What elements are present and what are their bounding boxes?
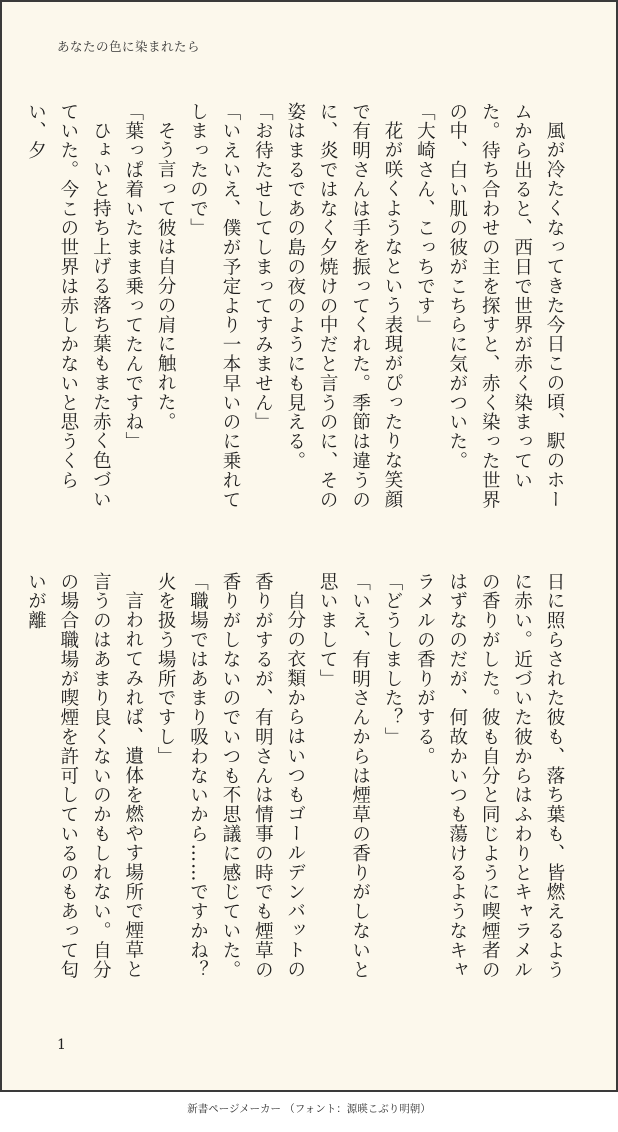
paragraph: 言われてみれば、遺体を燃やす場所で煙草と言うのはあまり良くないのかもしれない。自分の場合職場が喫煙を許可しているのもあって匂いが離 bbox=[25, 572, 144, 980]
dialogue-line: 「いえ、有明さんからは煙草の香りがしないと思いまして」 bbox=[317, 572, 371, 980]
paragraph: 花が咲くようなという表現がぴったりな笑顔で有明さんは手を振ってくれた。季節は違うのに、炎ではなく夕焼けの中だと言うのに、その姿はまるであの島の夜のようにも見える。 bbox=[284, 102, 403, 510]
dialogue-line: 「大崎さん、こっちです」 bbox=[414, 102, 436, 335]
paragraph: 自分の衣類からはいつもゴールデンバットの香りがするが、有明さんは情事の時でも煙草の香りがしないのでいつも不思議に感じていた。 bbox=[219, 572, 306, 980]
generator-credit: 新書ページメーカー （フォント：源暎こぶり明朝） bbox=[187, 1103, 431, 1115]
paragraph: 風が冷たくなってきた今日この頃、駅のホームから出ると、西日で世界が赤く染まっていた。待ち合わせの主を探すと、赤く染った世界の中、白い肌の彼がこちらに気がついた。 bbox=[446, 102, 565, 510]
lower-text-block bbox=[25, 572, 570, 992]
dialogue-line: 「どうしました？」 bbox=[381, 572, 403, 747]
paragraph: ひょいと持ち上げる落ち葉もまた赤く色づいていた。今この世界は赤しかないと思うくらい、夕 bbox=[25, 102, 112, 509]
dialogue-line: 「職場ではあまり吸わないから……ですかね？火を扱う場所ですし」 bbox=[155, 572, 209, 980]
paragraph: そう言って彼は自分の肩に触れた。 bbox=[155, 120, 177, 431]
page-number: 1 bbox=[57, 1037, 66, 1053]
dialogue-line: 「いえいえ、僕が予定より一本早いのに乗れてしまったので」 bbox=[187, 102, 241, 510]
upper-text-block bbox=[25, 102, 570, 522]
running-title: あなたの色に染まれたら bbox=[57, 39, 201, 54]
paragraph: 日に照らされた彼も、落ち葉も、皆燃えるように赤い。近づいた彼からはふわりとキャラメルの香りがした。彼も自分と同じように喫煙者のはずなのだが、何故かいつも蕩けるようなキャラメルの香りがする。 bbox=[414, 572, 565, 980]
dialogue-line: 「お待たせしてしまってすみません」 bbox=[252, 102, 274, 432]
dialogue-line: 「葉っぱ着いたまま乗ってたんですね」 bbox=[122, 102, 144, 452]
